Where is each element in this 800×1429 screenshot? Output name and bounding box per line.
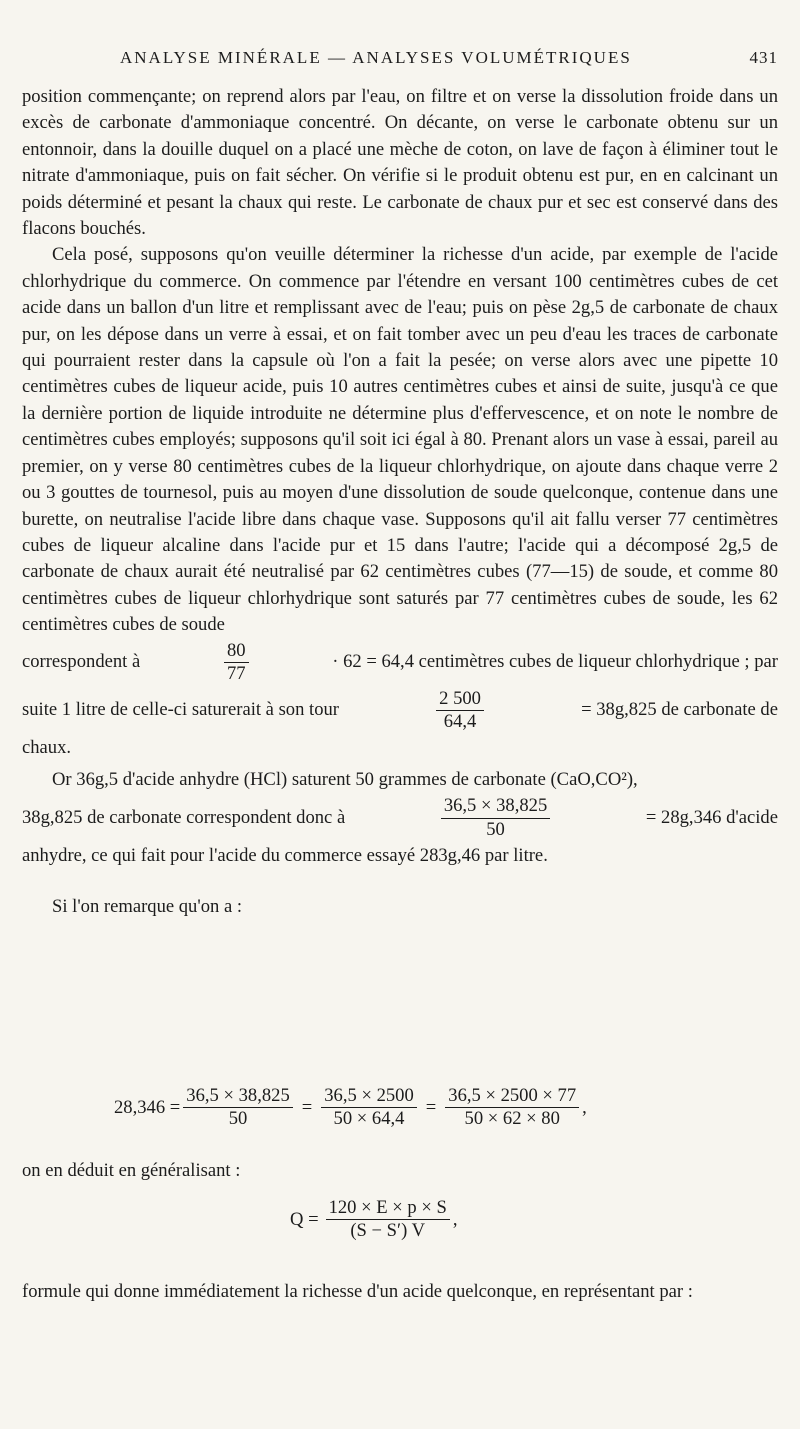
fraction-2500-over-64-4 [436, 689, 484, 733]
running-title: ANALYSE MINÉRALE — ANALYSES VOLUMÉTRIQUES [120, 48, 632, 67]
fraction-numerator: 2 500 [436, 689, 484, 711]
paragraph-6: on en déduit en généralisant : [22, 1160, 241, 1181]
fraction-denominator: (S − S′) V [350, 1220, 426, 1242]
fraction-hcl-ratio [441, 796, 550, 840]
equation-1-lhs: 28,346 = [114, 1096, 181, 1118]
paragraph-7: formule qui donne immédiatement la richesse d'un acide quelconque, en représentant par : [22, 1281, 693, 1302]
paragraph-3: Or 36g,5 d'acide anhydre (HCl) saturent 50 grammes de carbonate (CaO,CO²), [52, 768, 638, 790]
paragraph-4: anhydre, ce qui fait pour l'acide du commerce essayé 283g,46 par litre. [22, 845, 548, 867]
formula-3-trail-text: = 28g,346 d'acide [645, 807, 778, 829]
fraction-denominator: 64,4 [443, 711, 477, 733]
paragraph-7-wrap [22, 1278, 778, 1306]
inline-formula-line-2 [22, 687, 778, 735]
formula-1-trail-text: · 62 = 64,4 centimètres cubes de liqueur chlorhydrique ; par [332, 651, 778, 673]
page-number: 431 [749, 48, 778, 67]
inline-formula-line-3 [22, 793, 778, 843]
equation-2-comma: , [452, 1208, 458, 1230]
equation-1-fraction-c [445, 1086, 579, 1130]
fraction-80-over-77 [224, 641, 249, 685]
equals-sign: = [301, 1096, 313, 1118]
fraction-numerator: 120 × E × p × S [326, 1198, 450, 1220]
fraction-denominator: 50 [228, 1108, 248, 1130]
fraction-numerator: 36,5 × 2500 × 77 [445, 1086, 579, 1108]
fraction-numerator: 80 [224, 641, 249, 663]
display-equation-1 [114, 1086, 800, 1130]
fraction-numerator: 36,5 × 38,825 [183, 1086, 292, 1108]
inline-formula-line-1 [22, 639, 778, 687]
fraction-denominator: 77 [226, 663, 246, 685]
formula-2-trail-text: = 38g,825 de carbonate de [581, 699, 778, 721]
running-header [22, 46, 778, 72]
equation-2-lhs: Q = [290, 1208, 319, 1230]
formula-1-lead-text: correspondent à [22, 651, 141, 673]
equation-1-fraction-b [321, 1086, 417, 1130]
fraction-numerator: 36,5 × 38,825 [441, 796, 550, 818]
paragraph-2: Cela posé, supposons qu'on veuille déterminer la richesse d'un acide, par exemple de l'acide chlorhydrique du commerce. On commence par l'étendre en versant 100 centimètres cubes de cet acide dans un ballon d'un litre et remplissant avec de l'eau; puis on pèse 2g,5 de carbonate de chaux pur, on les dépose dans un verre à essai, et on fait tomber avec un peu d'eau les traces de carbonate qui pourraient rester dans la capsule où l'on a fait la pesée; on verse alors avec une pipette 10 centimètres cubes de liqueur acide, puis 10 autres centimètres cubes et ainsi de suite, jusqu'à ce que la dernière portion de liquide introduite ne détermine plus d'effervescence, et on note le nombre de centimètres cubes employés; supposons qu'il soit ici égal à 80. Prenant alors un vase à essai, pareil au premier, on y verse 80 centimètres cubes de la liqueur chlorhydrique, on ajoute dans chaque verre 2 ou 3 gouttes de tournesol, puis au moyen d'une dissolution de soude quelconque, contenue dans une burette, on neutralise l'acide libre dans chaque vase. Supposons qu'il ait fallu verser 77 centimètres cubes de liqueur alcaline dans l'acide pur et 15 dans l'autre; l'acide qui a décomposé 2g,5 de carbonate de chaux aurait été neutralisé par 62 centimètres cubes (77—15) de soude, et comme 80 centimètres cubes de liqueur chlorhydrique sont saturés par 77 centimètres cubes de soude, les 62 centimètres cubes de soude [22, 244, 778, 636]
text-body [22, 84, 778, 920]
display-equation-2 [290, 1198, 800, 1242]
fraction-denominator: 50 [486, 818, 505, 840]
paragraph-5: Si l'on remarque qu'on a : [52, 895, 243, 917]
fraction-numerator: 36,5 × 2500 [321, 1086, 417, 1108]
equation-2-fraction [326, 1198, 450, 1242]
equals-sign: = [425, 1096, 437, 1118]
paragraph-1: position commençante; on reprend alors par l'eau, on filtre et on verse la dissolution froide dans un excès de carbonate d'ammoniaque concentré. On décante, on verse le carbonate obtenu sur un entonnoir, dans la douille duquel on a placé une mèche de coton, on lave de façon à éliminer tout le nitrate d'ammoniaque, puis on fait sécher. On vérifie si le produit obtenu est pur, en en calcinant un poids déterminé et pesant la chaux qui reste. Le carbonate de chaux pur et sec est conservé dans des flacons bouchés. [22, 86, 778, 240]
equation-1-comma: , [582, 1096, 587, 1118]
paragraph-chaux: chaux. [22, 736, 72, 758]
paragraph-6-wrap [22, 1158, 778, 1184]
fraction-denominator: 50 × 64,4 [333, 1108, 405, 1130]
equation-1-fraction-a [183, 1086, 292, 1130]
formula-3-lead-text: 38g,825 de carbonate correspondent donc à [22, 807, 346, 829]
formula-2-lead-text: suite 1 litre de celle-ci saturerait à son tour [22, 699, 340, 721]
fraction-denominator: 50 × 62 × 80 [464, 1108, 560, 1130]
